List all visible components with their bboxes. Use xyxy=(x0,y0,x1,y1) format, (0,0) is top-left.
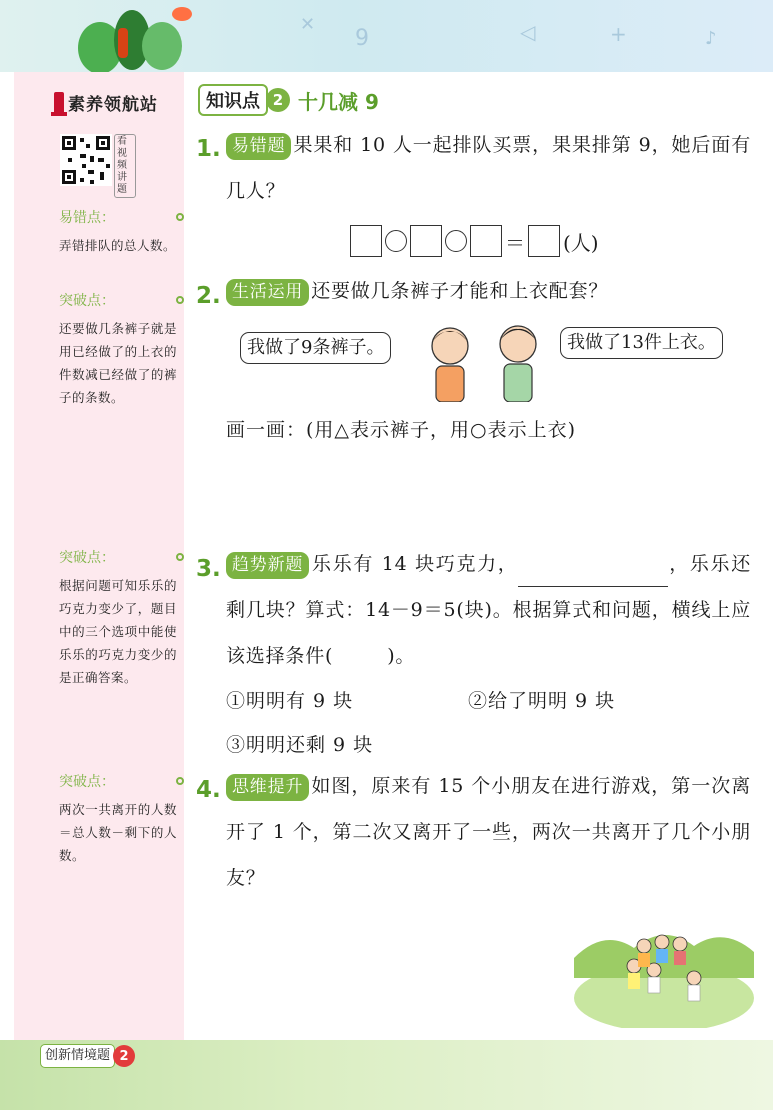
answer-box[interactable] xyxy=(350,225,382,257)
answer-box[interactable] xyxy=(410,225,442,257)
sidebar-note-head: 突破点： xyxy=(59,293,115,309)
qr-label: 看视频讲题 xyxy=(114,134,136,198)
two-people-illustration xyxy=(420,320,550,402)
question-tag: 趋势新题 xyxy=(226,552,309,579)
question-text-part-b: ，乐乐还剩几块？算式：14－9＝5(块)。根据算式和问题，横线上应该选择条件( xyxy=(226,553,752,667)
deco-triangle-icon: ◁ xyxy=(520,20,536,44)
operator-circle[interactable] xyxy=(385,230,407,252)
speech-bubble-left: 我做了9条裤子。 xyxy=(240,332,391,364)
plant-illustration xyxy=(70,0,195,72)
unit-label: (人) xyxy=(563,230,599,255)
question-text-part-c: )。 xyxy=(387,645,416,667)
footer-label: 创新情境题 xyxy=(40,1044,115,1068)
answer-equation xyxy=(350,225,599,257)
answer-box[interactable] xyxy=(528,225,560,257)
option-2[interactable]: ②给了明明 9 块 xyxy=(468,690,616,712)
note-dot-icon xyxy=(176,296,184,304)
deco-x-icon: ✕ xyxy=(300,14,316,35)
knowledge-point-number: 2 xyxy=(266,88,290,112)
sidebar-note-text: 弄错排队的总人数。 xyxy=(59,238,177,253)
question-text: 如图，原来有 15 个小朋友在进行游戏，第一次离开了 1 个，第二次又离开了一些，两次一共离开了几个小朋友？ xyxy=(226,775,751,889)
answer-box[interactable] xyxy=(470,225,502,257)
footer xyxy=(40,1043,135,1069)
sidebar-note-head: 易错点： xyxy=(59,210,115,226)
question-1 xyxy=(226,122,751,214)
sidebar-note-head: 突破点： xyxy=(59,550,115,566)
note-dot-icon xyxy=(176,777,184,785)
question-number: 2. xyxy=(196,283,221,309)
question-tag: 思维提升 xyxy=(226,774,309,801)
question-text-part-a: 乐乐有 14 块巧克力， xyxy=(311,553,519,575)
option-1[interactable]: ①明明有 9 块 xyxy=(226,690,354,712)
note-dot-icon xyxy=(176,553,184,561)
note-dot-icon xyxy=(176,213,184,221)
option-3[interactable]: ③明明还剩 9 块 xyxy=(226,734,374,756)
draw-prompt: 画一画：(用△表示裤子，用○表示上衣) xyxy=(226,419,577,441)
deco-9-icon: 9 xyxy=(355,26,369,51)
question-3 xyxy=(226,541,751,679)
deco-plus-icon: + xyxy=(610,22,627,46)
question-tag: 生活运用 xyxy=(226,279,309,306)
knowledge-point-label: 知识点 xyxy=(198,84,268,116)
sidebar-note-head: 突破点： xyxy=(59,774,115,790)
lighthouse-icon xyxy=(54,92,64,114)
brand-title: 素养领航站 xyxy=(68,95,158,115)
question-number: 4. xyxy=(196,777,221,803)
qr-code-icon[interactable] xyxy=(60,134,112,186)
page-number: 2 xyxy=(113,1045,135,1067)
sidebar-brand xyxy=(54,90,158,115)
deco-note-icon: ♪ xyxy=(705,28,717,49)
question-text: 还要做几条裤子才能和上衣配套？ xyxy=(311,280,609,302)
equals-sign: ＝ xyxy=(505,230,525,255)
question-number: 1. xyxy=(196,136,221,162)
question-4 xyxy=(226,763,751,901)
knowledge-point-header xyxy=(198,84,379,116)
question-tag: 易错题 xyxy=(226,133,291,160)
question-number: 3. xyxy=(196,556,221,582)
sidebar-note-text: 还要做几条裤子就是用已经做了的上衣的件数减已经做了的裤子的条数。 xyxy=(59,321,177,405)
question-2 xyxy=(226,268,751,314)
question-text: 果果和 10 人一起排队买票，果果排第 9，她后面有几人？ xyxy=(226,134,751,202)
fill-in-blank[interactable] xyxy=(518,564,668,587)
sidebar-note-text: 根据问题可知乐乐的巧克力变少了，题目中的三个选项中能使乐乐的巧克力变少的是正确答案。 xyxy=(59,578,177,685)
operator-circle[interactable] xyxy=(445,230,467,252)
children-playing-illustration xyxy=(574,918,754,1028)
sidebar-note-text: 两次一共离开的人数＝总人数－剩下的人数。 xyxy=(59,802,177,863)
knowledge-point-title: 十几减 9 xyxy=(298,89,379,114)
speech-bubble-right: 我做了13件上衣。 xyxy=(560,327,723,359)
